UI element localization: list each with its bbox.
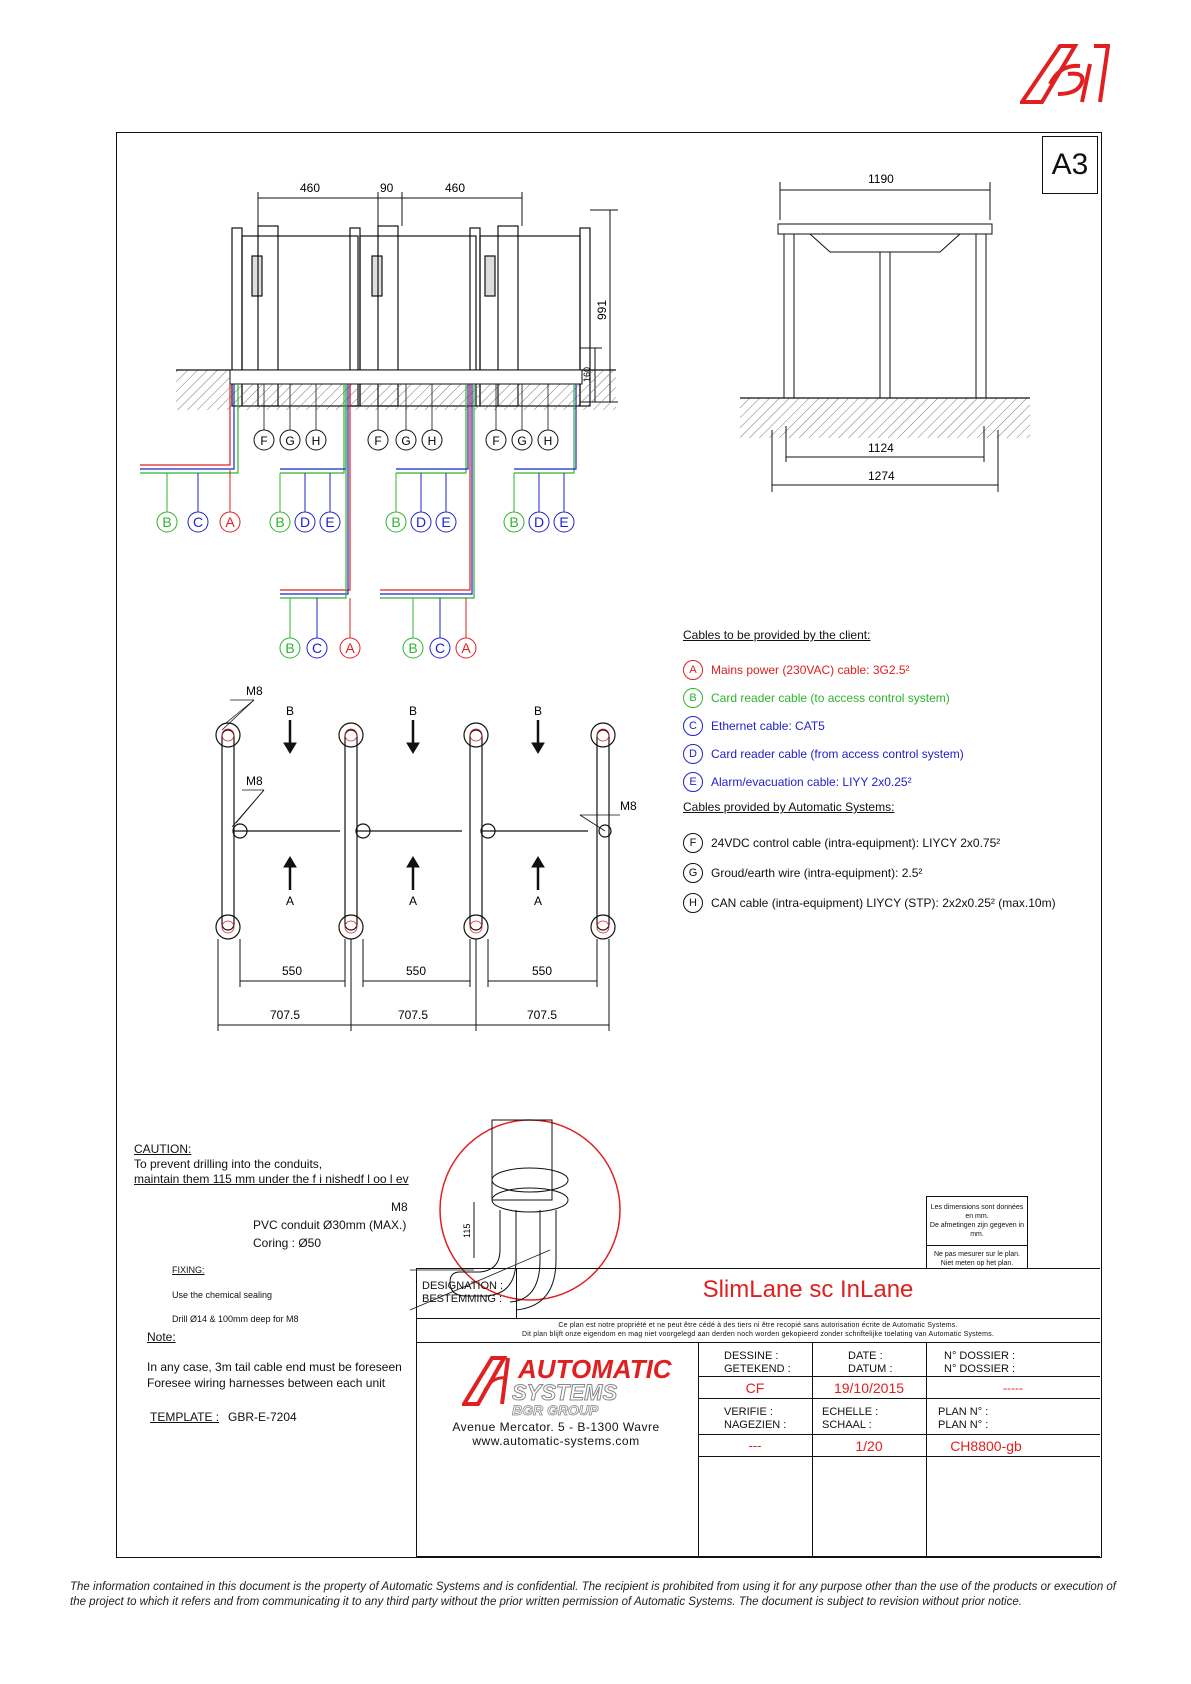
dir-b: B (408, 704, 418, 718)
cable-label-b: B (509, 514, 519, 530)
cable-label-e: E (559, 514, 569, 530)
side-ground-hatch (740, 398, 1030, 438)
cable-label-d: D (415, 514, 427, 530)
fgh-label: H (311, 434, 321, 448)
dim-top-1: 460 (300, 181, 321, 195)
dossier-label: N° DOSSIER : N° DOSSIER : (944, 1350, 1016, 1375)
dim-7075: 707.5 (526, 1008, 558, 1022)
fixing-block: FIXING: (172, 1265, 205, 1275)
company-name-2: SYSTEMS (512, 1380, 618, 1405)
template-label: TEMPLATE : (150, 1410, 220, 1424)
legend-item-d: D Card reader cable (from access control system) (683, 740, 1103, 768)
dim-top-2: 90 (380, 181, 394, 195)
date-label: DATE : DATUM : (848, 1350, 893, 1375)
cable-label-b: B (162, 514, 172, 530)
dir-b: B (533, 704, 543, 718)
caution-line-1: To prevent drilling into the conduits, (134, 1157, 323, 1171)
caution-line-2: maintain them 115 mm under the f i nishedf l oo l ev (134, 1172, 409, 1186)
legend-item-h: H CAN cable (intra-equipment) LIYCY (STP): 2x2x0.25² (max.10m) (683, 888, 1103, 918)
side-dim-mid: 1124 (868, 441, 894, 455)
fgh-label: H (543, 434, 553, 448)
dim-7075: 707.5 (397, 1008, 429, 1022)
cable-label-b: B (285, 640, 295, 656)
cable-label-b: B (408, 640, 418, 656)
dim-550: 550 (405, 964, 427, 978)
plan-view (200, 675, 670, 1035)
plan-m8-label: M8 (246, 684, 263, 698)
cable-label-b: B (391, 514, 401, 530)
cable-label-c: C (192, 514, 204, 530)
company-name-3: BGR GROUP (512, 1402, 599, 1418)
cable-label-b: B (275, 514, 285, 530)
note-title: Note: (147, 1330, 176, 1344)
format-badge: A3 (1042, 136, 1098, 194)
front-elevation-view (140, 170, 680, 670)
fgh-label: H (427, 434, 437, 448)
checked-value: --- (748, 1438, 762, 1453)
legend-item-c: C Ethernet cable: CAT5 (683, 712, 1103, 740)
cable-label-e: E (325, 514, 335, 530)
side-dim-top: 1190 (868, 172, 894, 186)
top-dimensions (258, 192, 522, 226)
designation-label: DESIGNATION : BESTEMMING : (422, 1280, 504, 1305)
confidential-nl: Dit plan blijft onze eigendom en mag niet voorgelegd aan derden noch worden gekopieerd zonder schriftelijke toelating van Automatic Systems. (522, 1331, 994, 1338)
fgh-label: F (374, 434, 382, 448)
scale-value: 1/20 (855, 1438, 883, 1454)
detail-dim-115: 115 (462, 1223, 472, 1238)
cable-label-d: D (299, 514, 311, 530)
dim-top-3: 460 (445, 181, 466, 195)
fixing-line-1: Use the chemical sealing (172, 1290, 273, 1300)
dossier-value: ----- (1003, 1381, 1023, 1395)
dim-height: 991 (595, 299, 609, 320)
side-elevation-view (740, 160, 1040, 500)
company-website: www.automatic-systems.com (472, 1434, 640, 1448)
dim-7075: 707.5 (269, 1008, 301, 1022)
date-value: 19/10/2015 (833, 1380, 905, 1396)
cable-label-a: A (461, 640, 471, 656)
drawn-value: CF (745, 1380, 765, 1396)
conduit-label: PVC conduit Ø30mm (MAX.) (253, 1218, 407, 1232)
legend (683, 628, 1103, 918)
cable-label-c: C (434, 640, 446, 656)
note-line-1: In any case, 3m tail cable end must be foreseen (147, 1360, 402, 1374)
fgh-label: F (492, 434, 500, 448)
dir-a: A (285, 894, 295, 908)
dir-a: A (408, 894, 418, 908)
cable-label-a: A (345, 640, 355, 656)
coring-label: Coring : Ø50 (253, 1236, 322, 1250)
legend-client-title: Cables to be provided by the client: (683, 628, 871, 642)
detail-m8-label: M8 (391, 1200, 408, 1214)
dir-b: B (285, 704, 295, 718)
legend-item-a: A Mains power (230VAC) cable: 3G2.5² (683, 656, 1103, 684)
dim-550: 550 (281, 964, 303, 978)
legend-item-b: B Card reader cable (to access control system) (683, 684, 1103, 712)
legend-as-title: Cables provided by Automatic Systems: (683, 800, 895, 814)
plan-value: CH8800-gb (950, 1438, 1022, 1454)
cable-label-e: E (441, 514, 451, 530)
scale-label: ECHELLE : SCHAAL : (822, 1406, 879, 1431)
plan-m8-label: M8 (620, 799, 637, 813)
cable-label-a: A (225, 514, 235, 530)
confidentiality-footer: The information contained in this document is the property of Automatic Systems and is confidential. The recipient is prohibited from using it for any purpose other than the use of the products or execution of the project to which it refers and from communicating it to any third party without the prior written permission of Automatic Systems. The document is subject to revision without prior notice. (70, 1581, 1117, 1608)
caution-block (134, 1142, 409, 1187)
note-line-2: Foresee wiring harnesses between each unit (147, 1376, 386, 1390)
legend-item-g: G Groud/earth wire (intra-equipment): 2.5² (683, 858, 1103, 888)
legend-item-f: F 24VDC control cable (intra-equipment): LIYCY 2x0.75² (683, 828, 1103, 858)
company-name-1: AUTOMATIC (518, 1354, 672, 1384)
dir-a: A (533, 894, 543, 908)
plan-label: PLAN N° : PLAN N° : (938, 1406, 989, 1431)
dim-550: 550 (531, 964, 553, 978)
fgh-label: G (401, 434, 411, 448)
caution-title: CAUTION: (134, 1142, 192, 1156)
legend-item-e: E Alarm/evacuation cable: LIYY 2x0.25² (683, 768, 1103, 796)
checked-label: VERIFIE : NAGEZIEN : (724, 1406, 787, 1431)
fixing-line-2: Drill Ø14 & 100mm deep for M8 (172, 1314, 299, 1324)
fgh-label: G (285, 434, 295, 448)
company-address: Avenue Mercator. 5 - B-1300 Wavre (452, 1420, 660, 1434)
cable-label-d: D (533, 514, 545, 530)
fgh-label: F (260, 434, 268, 448)
cable-label-c: C (311, 640, 323, 656)
confidential-fr: Ce plan est notre propriété et ne peut être cédé à des tiers ni être recopié sans autorisation écrite de Automatic Systems. (558, 1322, 958, 1329)
fgh-label: G (517, 434, 527, 448)
automatic-systems-logo-icon (1020, 44, 1110, 104)
side-dim-bottom: 1274 (868, 469, 895, 483)
drawn-label: DESSINE : GETEKEND : (724, 1350, 791, 1375)
dimensions-note-box: Les dimensions sont données en mm. De afmetingen zijn gegeven in mm. Ne pas mesurer sur le plan. Niet meten op het plan. (926, 1196, 1028, 1268)
template-value: GBR-E-7204 (228, 1410, 297, 1424)
plan-m8-label: M8 (246, 774, 263, 788)
designation-value: SlimLane sc InLane (702, 1276, 914, 1303)
